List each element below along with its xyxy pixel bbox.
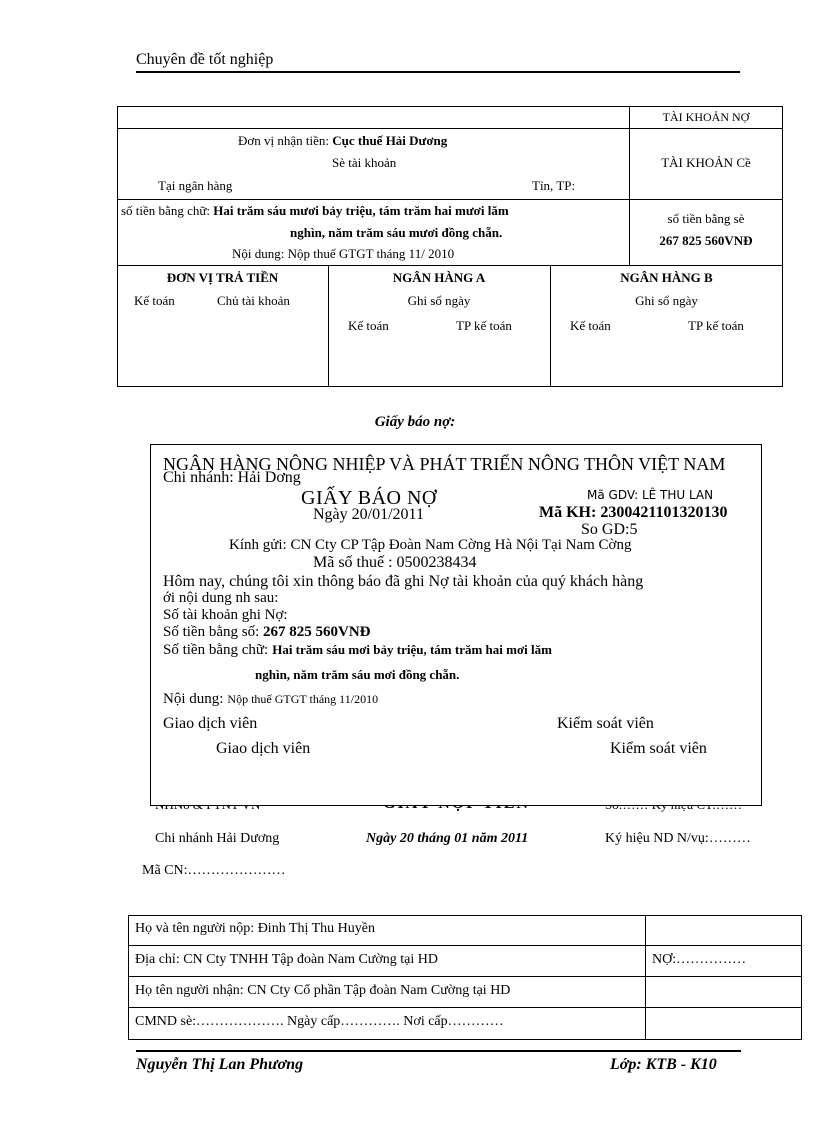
debit-account-label: TÀI KHOẢN NỢ xyxy=(662,110,750,124)
deposit-date: Ngày 20 tháng 01 năm 2011 xyxy=(366,831,529,846)
deposit-nd-symbol: Ký hiệu ND N/vụ:……… xyxy=(605,831,751,846)
table-row-divider-1 xyxy=(117,128,783,129)
bank-a-recorded-date: Ghi sổ ngày xyxy=(407,293,471,308)
table-row-divider-2 xyxy=(117,199,783,200)
amount-words-label: số tiền bằng chữ: xyxy=(121,203,211,218)
notice-bank-name: NGÂN HÀNG NÔNG NHIỆP VÀ PHÁT TRIỂN NÔNG THÔN VIỆT NAM xyxy=(163,454,726,474)
footer-rule xyxy=(136,1050,741,1052)
notice-customer-code: Mã KH: 2300421101320130 xyxy=(539,504,728,521)
notice-branch: Chi nhánh: Hải Dơng xyxy=(163,469,301,486)
header-rule xyxy=(136,71,740,73)
deposit-id-line: CMND sè:………………. Ngày cấp…………. Nơi cấp………… xyxy=(135,1014,504,1029)
page-header-title: Chuyên đề tốt nghiệp xyxy=(136,51,274,68)
notice-content-value: Nộp thuế GTGT tháng 11/2010 xyxy=(227,692,379,706)
bank-b-accountant: Kế toán xyxy=(570,318,611,333)
footer-author: Nguyễn Thị Lan Phương xyxy=(136,1056,304,1073)
notice-tax-code: Mã số thuế : 0500238434 xyxy=(313,554,477,571)
debit-notice-section-title: Giấy báo nợ: xyxy=(374,414,456,430)
notice-body-line1: Hôm nay, chúng tôi xin thông báo đã ghi Nợ tài khoản của quý khách hàng xyxy=(163,573,644,590)
notice-date: Ngày 20/01/2011 xyxy=(313,506,424,523)
payer-account-owner: Chủ tài khoản xyxy=(217,293,290,308)
account-number-label: Sè tài khoản xyxy=(332,155,397,170)
content-line: Nội dung: Nộp thuế GTGT tháng 11/ 2010 xyxy=(232,246,455,261)
notice-transaction-no: So GD:5 xyxy=(581,521,638,538)
bank-label: Tại ngân hàng xyxy=(158,178,233,193)
notice-content-label: Nội dung: xyxy=(163,691,224,707)
province-label: Tỉn, TP: xyxy=(532,178,576,193)
deposit-table-row-divider-3 xyxy=(128,1007,802,1008)
notice-supervisor-1: Kiểm soát viên xyxy=(557,715,654,732)
deposit-branch: Chi nhánh Hải Dương xyxy=(155,831,280,846)
amount-number-label: số tiền bằng sè xyxy=(667,211,745,226)
bank-a-accountant: Kế toán xyxy=(348,318,389,333)
bank-a-heading: NGÂN HÀNG A xyxy=(392,270,486,285)
notice-teller-1: Giao dịch viên xyxy=(163,715,258,732)
notice-teller-code: Mã GDV: LÊ THU LAN xyxy=(587,488,714,502)
bank-b-recorded-date: Ghi sổ ngày xyxy=(635,293,698,308)
deposit-receiver: Họ tên người nhận: CN Cty Cổ phần Tập đoàn Nam Cường tại HD xyxy=(135,983,511,998)
bank-b-chief-accountant: TP kế toán xyxy=(688,318,744,333)
notice-amount-number-value: 267 825 560VNĐ xyxy=(263,624,371,640)
credit-account-label: TÀI KHOẢN Cề xyxy=(661,155,751,170)
amount-number-value: 267 825 560VNĐ xyxy=(659,233,753,248)
table-row-divider-3 xyxy=(117,265,783,266)
notice-amount-words-row xyxy=(163,641,552,659)
notice-content-row xyxy=(163,690,378,708)
deposit-payer: Họ và tên người nộp: Đinh Thị Thu Huyền xyxy=(135,921,376,936)
deposit-address: Địa chỉ: CN Cty TNHH Tập đoàn Nam Cường tại HD xyxy=(135,952,438,967)
notice-amount-number-row xyxy=(163,624,371,641)
bank-a-chief-accountant: TP kế toán xyxy=(456,318,512,333)
deposit-table-row-divider-2 xyxy=(128,976,802,977)
deposit-table-col-divider xyxy=(645,915,646,1040)
notice-amount-words-line1: Hai trăm sáu mơi bảy triệu, tám trăm hai mơi lăm xyxy=(272,642,552,657)
recipient-value: Cục thuế Hải Dương xyxy=(332,133,448,148)
notice-body-line2: ới nội dung nh sau: xyxy=(163,590,279,606)
amount-words-row xyxy=(121,203,509,219)
notice-recipient: Kính gửi: CN Cty CP Tập Đoàn Nam Cờng Hà Nội Tại Nam Cờng xyxy=(229,537,632,553)
notice-amount-words-line2: nghìn, năm trăm sáu mơi đồng chẵn. xyxy=(255,667,460,682)
amount-words-line2: nghìn, năm trăm sáu mươi đồng chẵn. xyxy=(290,225,503,240)
deposit-branch-code: Mã CN:………………… xyxy=(142,863,286,878)
footer-class: Lớp: KTB - K10 xyxy=(610,1056,717,1073)
amount-words-line1: Hai trăm sáu mươi bảy triệu, tám trăm hai mươi lăm xyxy=(213,203,509,218)
debit-notice-box xyxy=(150,444,762,806)
notice-amount-words-label: Số tiền bằng chữ: xyxy=(163,642,269,658)
notice-teller-2: Giao dịch viên xyxy=(216,740,311,757)
notice-debited-account: Số tài khoản ghi Nợ: xyxy=(163,607,288,623)
notice-amount-number-label: Số tiền bằng số: xyxy=(163,624,260,640)
notice-title: GIẤY BÁO NỢ xyxy=(301,487,437,509)
notice-supervisor-2: Kiểm soát viên xyxy=(610,740,707,757)
payer-unit-heading: ĐƠN VỊ TRẢ TIỀN xyxy=(166,270,279,285)
deposit-table-row-divider-1 xyxy=(128,945,802,946)
bank-b-heading: NGÂN HÀNG B xyxy=(620,270,713,285)
payer-accountant: Kế toán xyxy=(134,293,175,308)
deposit-debit: NỢ:…………… xyxy=(652,952,747,967)
recipient-row xyxy=(238,133,447,149)
recipient-label: Đơn vị nhận tiền: xyxy=(238,133,329,148)
